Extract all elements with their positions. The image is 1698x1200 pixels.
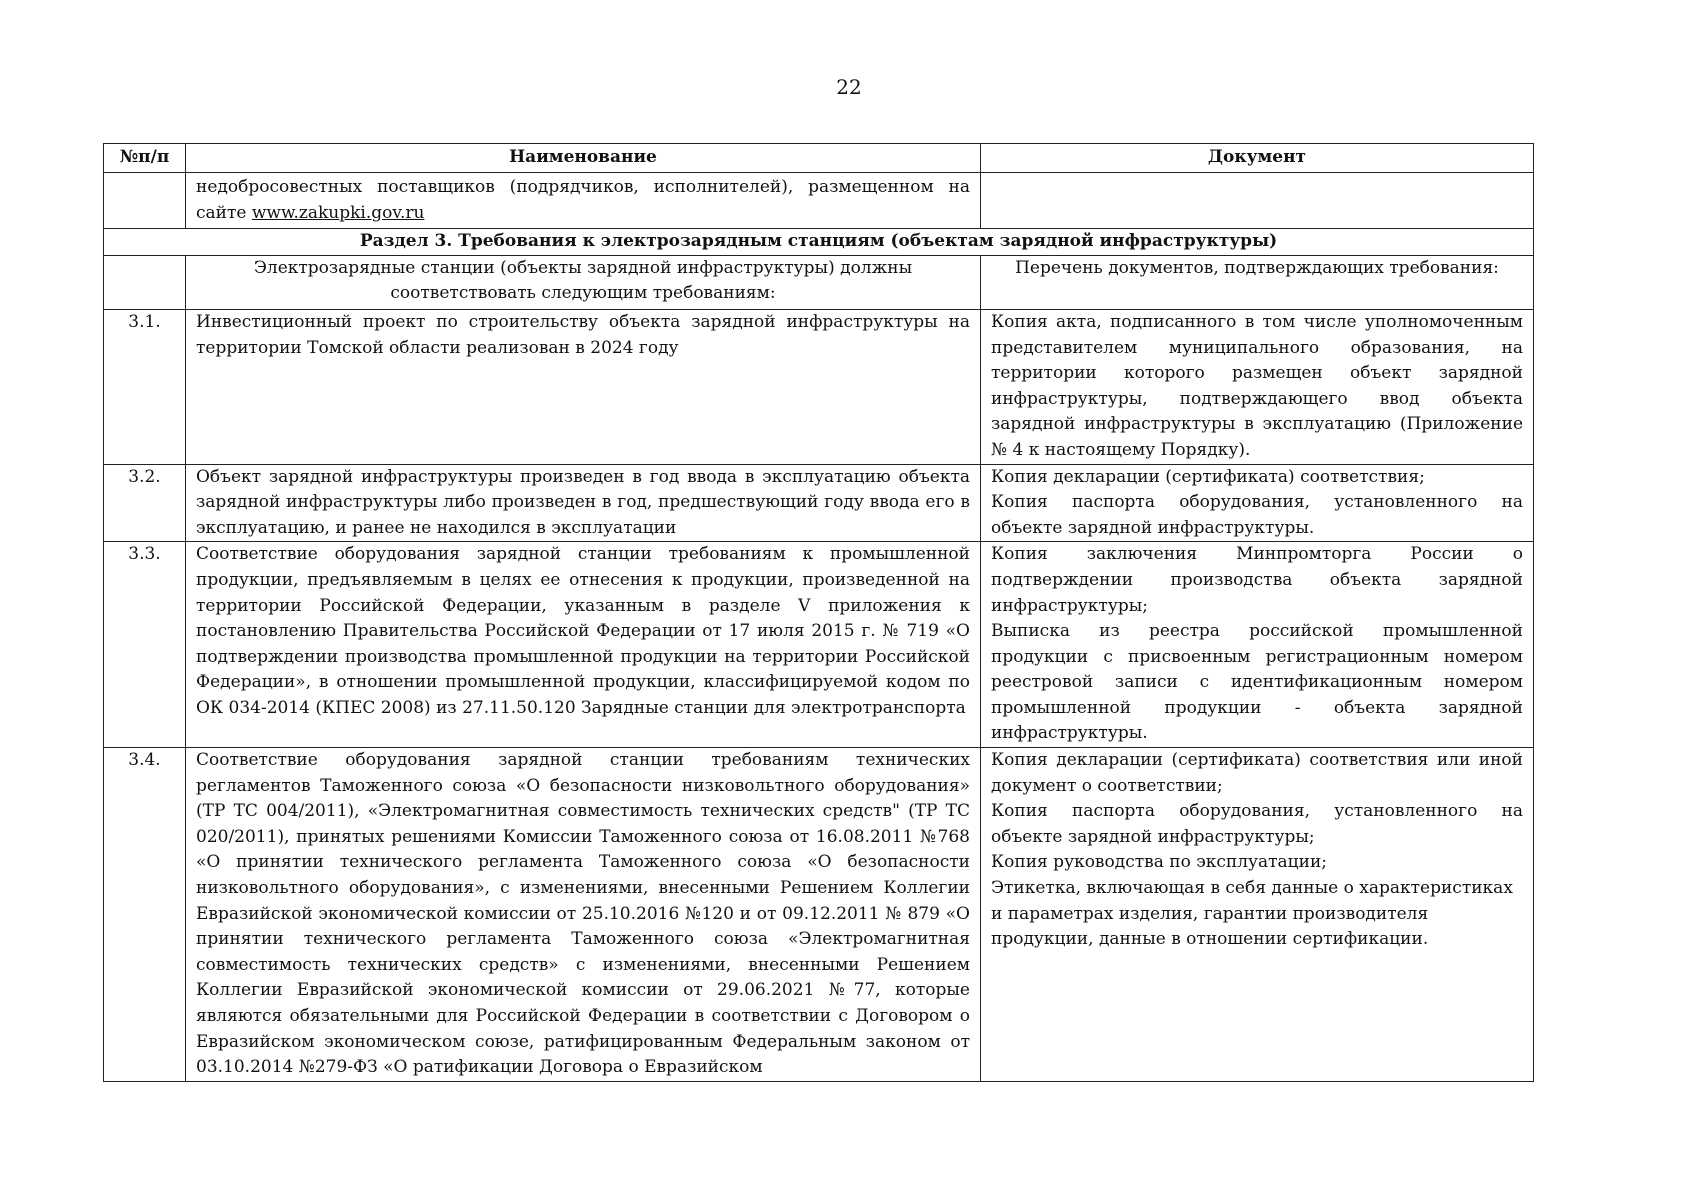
requirements-table bbox=[103, 143, 1534, 1082]
row-documents bbox=[981, 542, 1534, 748]
header-document: Документ bbox=[981, 144, 1534, 173]
header-name: Наименование bbox=[186, 144, 981, 173]
row-name: Инвестиционный проект по строительству объекта зарядной инфраструктуры на территории Томской области реализован в 2024 году bbox=[186, 309, 981, 464]
document-item: Этикетка, включающая в себя данные о характеристиках и параметрах изделия, гарантии производителя продукции, данные в отношении сертификации. bbox=[991, 878, 1513, 950]
intro-document: Перечень документов, подтверждающих требования: bbox=[981, 255, 1534, 309]
table-header-row bbox=[104, 144, 1534, 173]
section-row bbox=[104, 229, 1534, 256]
document-item: Копия руководства по эксплуатации; bbox=[991, 852, 1327, 873]
row-documents bbox=[981, 464, 1534, 542]
row-name: Объект зарядной инфраструктуры произведен в год ввода в эксплуатацию объекта зарядной инфраструктуры либо произведен в год, предшествующий году ввода его в эксплуатацию, и ранее не находился в эксплуатации bbox=[186, 464, 981, 542]
document-item: Копия декларации (сертификата) соответствия или иной документ о соответствии; bbox=[991, 750, 1523, 796]
document-item: Копия заключения Минпромторга России о подтверждении производства объекта зарядной инфраструктуры; bbox=[991, 544, 1523, 616]
row-number: 3.4. bbox=[104, 748, 186, 1082]
row-name: Соответствие оборудования зарядной станции требованиям технических регламентов Таможенного союза «О безопасности низковольтного оборудования» (ТР ТС 004/2011), «Электромагнитная совместимость технических средств" (ТР ТС 020/2011), принятых решениями Комиссии Таможенного союза от 16.08.2011 №768 «О принятии технического регламента Таможенного союза «О безопасности низковольтного оборудования», с изменениями, внесенными Решением Коллегии Евразийской экономической комиссии от 25.10.2016 №120 и от 09.12.2011 № 879 «О принятии технического регламента Таможенного союза «Электромагнитная совместимость технических средств» с изменениями, внесенными Решением Коллегии Евразийской экономической комиссии от 29.06.2021 №77, которые являются обязательными для Российской Федерации в соответствии с Договором о Евразийском экономическом союзе, ратифицированным Федеральным законом от 03.10.2014 №279-ФЗ «О ратификации Договора о Евразийском bbox=[186, 748, 981, 1082]
row-name: Соответствие оборудования зарядной станции требованиям к промышленной продукции, предъявляемым в целях ее отнесения к продукции, произведенной на территории Российской Федерации, указанным в разделе V приложения к постановлению Правительства Российской Федерации от 17 июля 2015 г. № 719 «О подтверждении производства промышленной продукции на территории Российской Федерации», в отношении промышленной продукции, классифицируемой кодом по ОК 034-2014 (КПЕС 2008) из 27.11.50.120 Зарядные станции для электротранспорта bbox=[186, 542, 981, 748]
intro-name: Электрозарядные станции (объекты зарядной инфраструктуры) должны соответствовать следующим требованиям: bbox=[186, 255, 981, 309]
row-number: 3.2. bbox=[104, 464, 186, 542]
table-row-carryover bbox=[104, 173, 1534, 229]
row-number: 3.3. bbox=[104, 542, 186, 748]
section-title: Раздел 3. Требования к электрозарядным станциям (объектам зарядной инфраструктуры) bbox=[104, 229, 1534, 256]
table-row-intro bbox=[104, 255, 1534, 309]
document-item: Выписка из реестра российской промышленной продукции с присвоенным регистрационным номером реестровой записи с идентификационным номером промышленной продукции - объекта зарядной инфраструктуры. bbox=[991, 621, 1523, 744]
zakupki-link[interactable]: www.zakupki.gov.ru bbox=[251, 202, 425, 223]
document-item: Копия паспорта оборудования, установленного на объекте зарядной инфраструктуры; bbox=[991, 801, 1523, 847]
intro-num bbox=[104, 255, 186, 309]
page-number: 22 bbox=[836, 75, 862, 99]
row-number: 3.1. bbox=[104, 309, 186, 464]
document-item: Копия паспорта оборудования, установленного на объекте зарядной инфраструктуры. bbox=[991, 492, 1523, 538]
row-documents bbox=[981, 748, 1534, 1082]
table-row bbox=[104, 309, 1534, 464]
carryover-name bbox=[186, 173, 981, 229]
row-documents bbox=[981, 309, 1534, 464]
table-row bbox=[104, 748, 1534, 1082]
carryover-num bbox=[104, 173, 186, 229]
table-row bbox=[104, 542, 1534, 748]
carryover-text: недобросовестных поставщиков (подрядчиков, исполнителей), размещенном на сайте bbox=[196, 177, 970, 223]
header-number: №п/п bbox=[104, 144, 186, 173]
document-item: Копия декларации (сертификата) соответствия; bbox=[991, 466, 1425, 487]
table-row bbox=[104, 464, 1534, 542]
document-item: Копия акта, подписанного в том числе уполномоченным представителем муниципального образования, на территории которого размещен объект зарядной инфраструктуры, подтверждающего ввод объекта зарядной инфраструктуры в эксплуатацию (Приложение № 4 к настоящему Порядку). bbox=[991, 311, 1523, 460]
carryover-document bbox=[981, 173, 1534, 229]
